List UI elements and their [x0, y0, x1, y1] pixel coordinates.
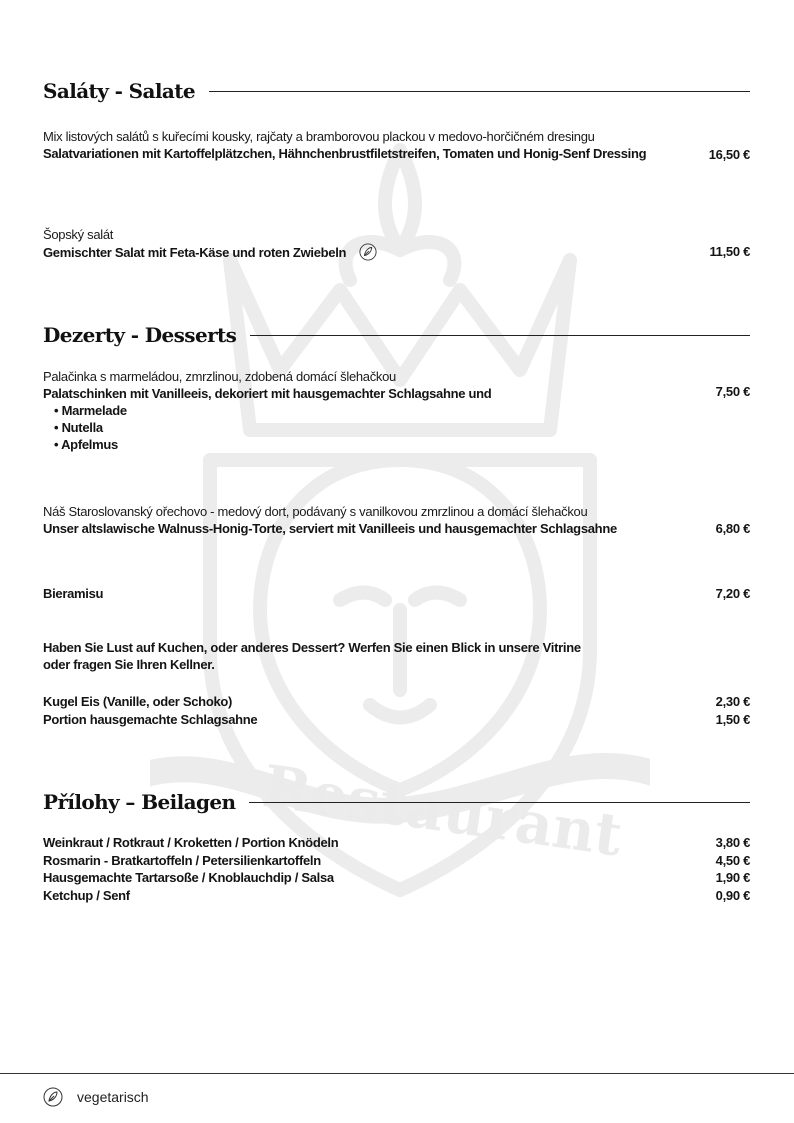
extras-list — [43, 693, 750, 728]
item-name-czech: Šopský salát — [43, 227, 114, 242]
option-list — [43, 402, 750, 453]
item-name: Rosmarin - Bratkartoffeln / Petersilienkartoffeln — [43, 852, 321, 868]
divider — [250, 335, 750, 336]
list-item — [43, 887, 750, 905]
item-price: 2,30 € — [715, 694, 750, 709]
item-name-czech: Mix listových salátů s kuřecími kousky, rajčaty a bramborovou plackou v medovo-horčičném dresingu — [43, 129, 595, 144]
item-name: Portion hausgemachte Schlagsahne — [43, 711, 258, 727]
item-name-german: Salatvariationen mit Kartoffelplätzchen, Hähnchenbrustfiletstreifen, Tomaten und Honig-Senf Dressing — [43, 146, 647, 161]
svg-text:Restaurant: Restaurant — [258, 751, 627, 870]
item-name-german: Unser altslawische Walnuss-Honig-Torte, serviert mit Vanilleeis und hausgemachter Schlagsahne — [43, 521, 617, 536]
divider — [209, 91, 750, 92]
menu-item — [43, 585, 750, 602]
item-name: Hausgemachte Tartarsoße / Knoblauchdip / Salsa — [43, 870, 334, 885]
item-name: Ketchup / Senf — [43, 887, 130, 903]
list-item: • Marmelade — [54, 402, 750, 419]
item-price: 1,90 € — [715, 870, 750, 885]
list-item — [43, 852, 750, 870]
item-name: Weinkraut / Rotkraut / Kroketten / Portion Knödeln — [43, 835, 339, 850]
section-header-desserts — [43, 323, 750, 347]
list-item — [43, 834, 750, 852]
item-price: 0,90 € — [715, 887, 750, 903]
list-item — [43, 693, 750, 711]
item-name-german-row — [43, 243, 683, 261]
item-name-german: Bieramisu — [43, 586, 104, 601]
list-item: • Nutella — [54, 419, 750, 436]
section-title: Saláty - Salate — [43, 79, 195, 103]
item-name: Kugel Eis (Vanille, oder Schoko) — [43, 694, 233, 709]
item-price: 7,50 € — [715, 384, 750, 399]
footer-divider — [0, 1073, 794, 1074]
vegetarian-leaf-icon — [43, 1087, 63, 1107]
item-name-czech: Palačinka s marmeládou, zmrzlinou, zdobená domácí šlehačkou — [43, 369, 396, 384]
list-item: • Apfelmus — [54, 436, 750, 453]
list-item — [43, 869, 750, 887]
section-title: Přílohy – Beilagen — [43, 790, 236, 814]
item-name-german: Gemischter Salat mit Feta-Käse und roten Zwiebeln — [43, 245, 347, 260]
sides-list — [43, 834, 750, 904]
section-title: Dezerty - Desserts — [43, 323, 237, 347]
divider — [249, 802, 750, 803]
menu-item — [43, 368, 750, 453]
section-header-sides — [43, 790, 750, 814]
item-price: 7,20 € — [715, 586, 750, 601]
list-item — [43, 711, 750, 729]
item-name-german: Palatschinken mit Vanilleeis, dekoriert mit hausgemachter Schlagsahne und — [43, 386, 492, 401]
item-price: 3,80 € — [715, 835, 750, 850]
menu-item — [43, 503, 750, 537]
item-name-czech: Náš Staroslovanský ořechovo - medový dort, podávaný s vanilkovou zmrzlinou a domácí šlehačkou — [43, 504, 588, 519]
menu-item — [43, 226, 750, 261]
item-price: 11,50 € — [709, 244, 750, 259]
item-price: 16,50 € — [708, 147, 750, 162]
item-price: 6,80 € — [715, 521, 750, 536]
menu-item — [43, 128, 750, 162]
section-header-salads — [43, 79, 750, 103]
item-price: 1,50 € — [715, 711, 750, 727]
footer-legend — [43, 1087, 149, 1107]
item-price: 4,50 € — [715, 852, 750, 868]
legend-label: vegetarisch — [77, 1089, 149, 1105]
vegetarian-leaf-icon — [359, 243, 377, 261]
dessert-note: Haben Sie Lust auf Kuchen, oder anderes Dessert? Werfen Sie einen Blick in unsere Vitrine oder fragen Sie Ihren Kellner. — [43, 640, 581, 672]
